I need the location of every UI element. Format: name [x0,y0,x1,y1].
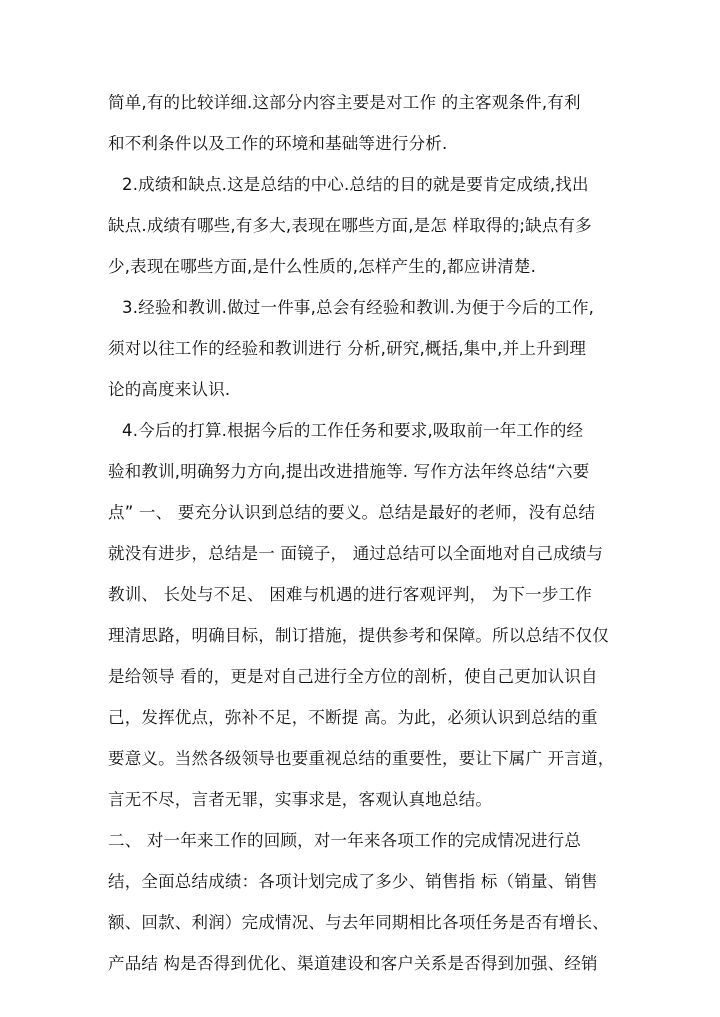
text-line: 二、 对一年来工作的回顾，对一年来各项工作的完成情况进行总 [108,831,582,850]
text-line: 简单,有的比较详细.这部分内容主要是对工作 的主客观条件,有利 [108,93,581,112]
text-line: 教训、 长处与不足、 困难与机遇的进行客观评判， 为下一步工作 [108,585,592,604]
text-line: 2.成绩和缺点.这是总结的中心.总结的目的就是要肯定成绩,找出 [122,175,589,194]
text-line: 论的高度来认识. [108,380,231,399]
text-line: 点” 一、 要充分认识到总结的要义。总结是最好的老师，没有总结 [108,503,596,522]
text-line: 要意义。当然各级领导也要重视总结的重要性，要让下属广 开言道， [108,749,615,768]
text-line: 和不利条件以及工作的环境和基础等进行分析. [108,134,448,153]
text-line: 额、回款、利润）完成情况、与去年同期相比各项任务是否有增长、 [108,913,609,932]
text-line: 3.经验和教训.做过一件事,总会有经验和教训.为便于今后的工作, [122,298,595,317]
text-line: 验和教训,明确努力方向,提出改进措施等. 写作方法年终总结“六要 [108,462,590,481]
text-line: 少,表现在哪些方面,是什么性质的,怎样产生的,都应讲清楚. [108,257,537,276]
text-line: 是给领导 看的，更是对自己进行全方位的剖析，使自己更加认识自 [108,667,598,686]
text-line: 结，全面总结成绩：各项计划完成了多少、销售指 标（销量、销售 [108,872,598,891]
text-line: 言无不尽，言者无罪，实事求是，客观认真地总结。 [108,790,493,809]
text-line: 缺点.成绩有哪些,有多大,表现在哪些方面,是怎 样取得的;缺点有多 [108,216,592,235]
text-line: 理清思路，明确目标，制订措施，提供参考和保障。所以总结不仅仅 [108,626,609,645]
text-line: 产品结 构是否得到优化、渠道建设和客户关系是否得到加强、经销 [108,954,598,973]
text-line: 须对以往工作的经验和教训进行 分析,研究,概括,集中,并上升到理 [108,339,587,358]
text-line: 就没有进步，总结是一 面镜子， 通过总结可以全面地对自己成绩与 [108,544,604,563]
text-line: 4.今后的打算.根据今后的工作任务和要求,吸取前一年工作的经 [122,421,584,440]
text-line: 己，发挥优点，弥补不足，不断提 高。为此，必须认识到总结的重 [108,708,598,727]
